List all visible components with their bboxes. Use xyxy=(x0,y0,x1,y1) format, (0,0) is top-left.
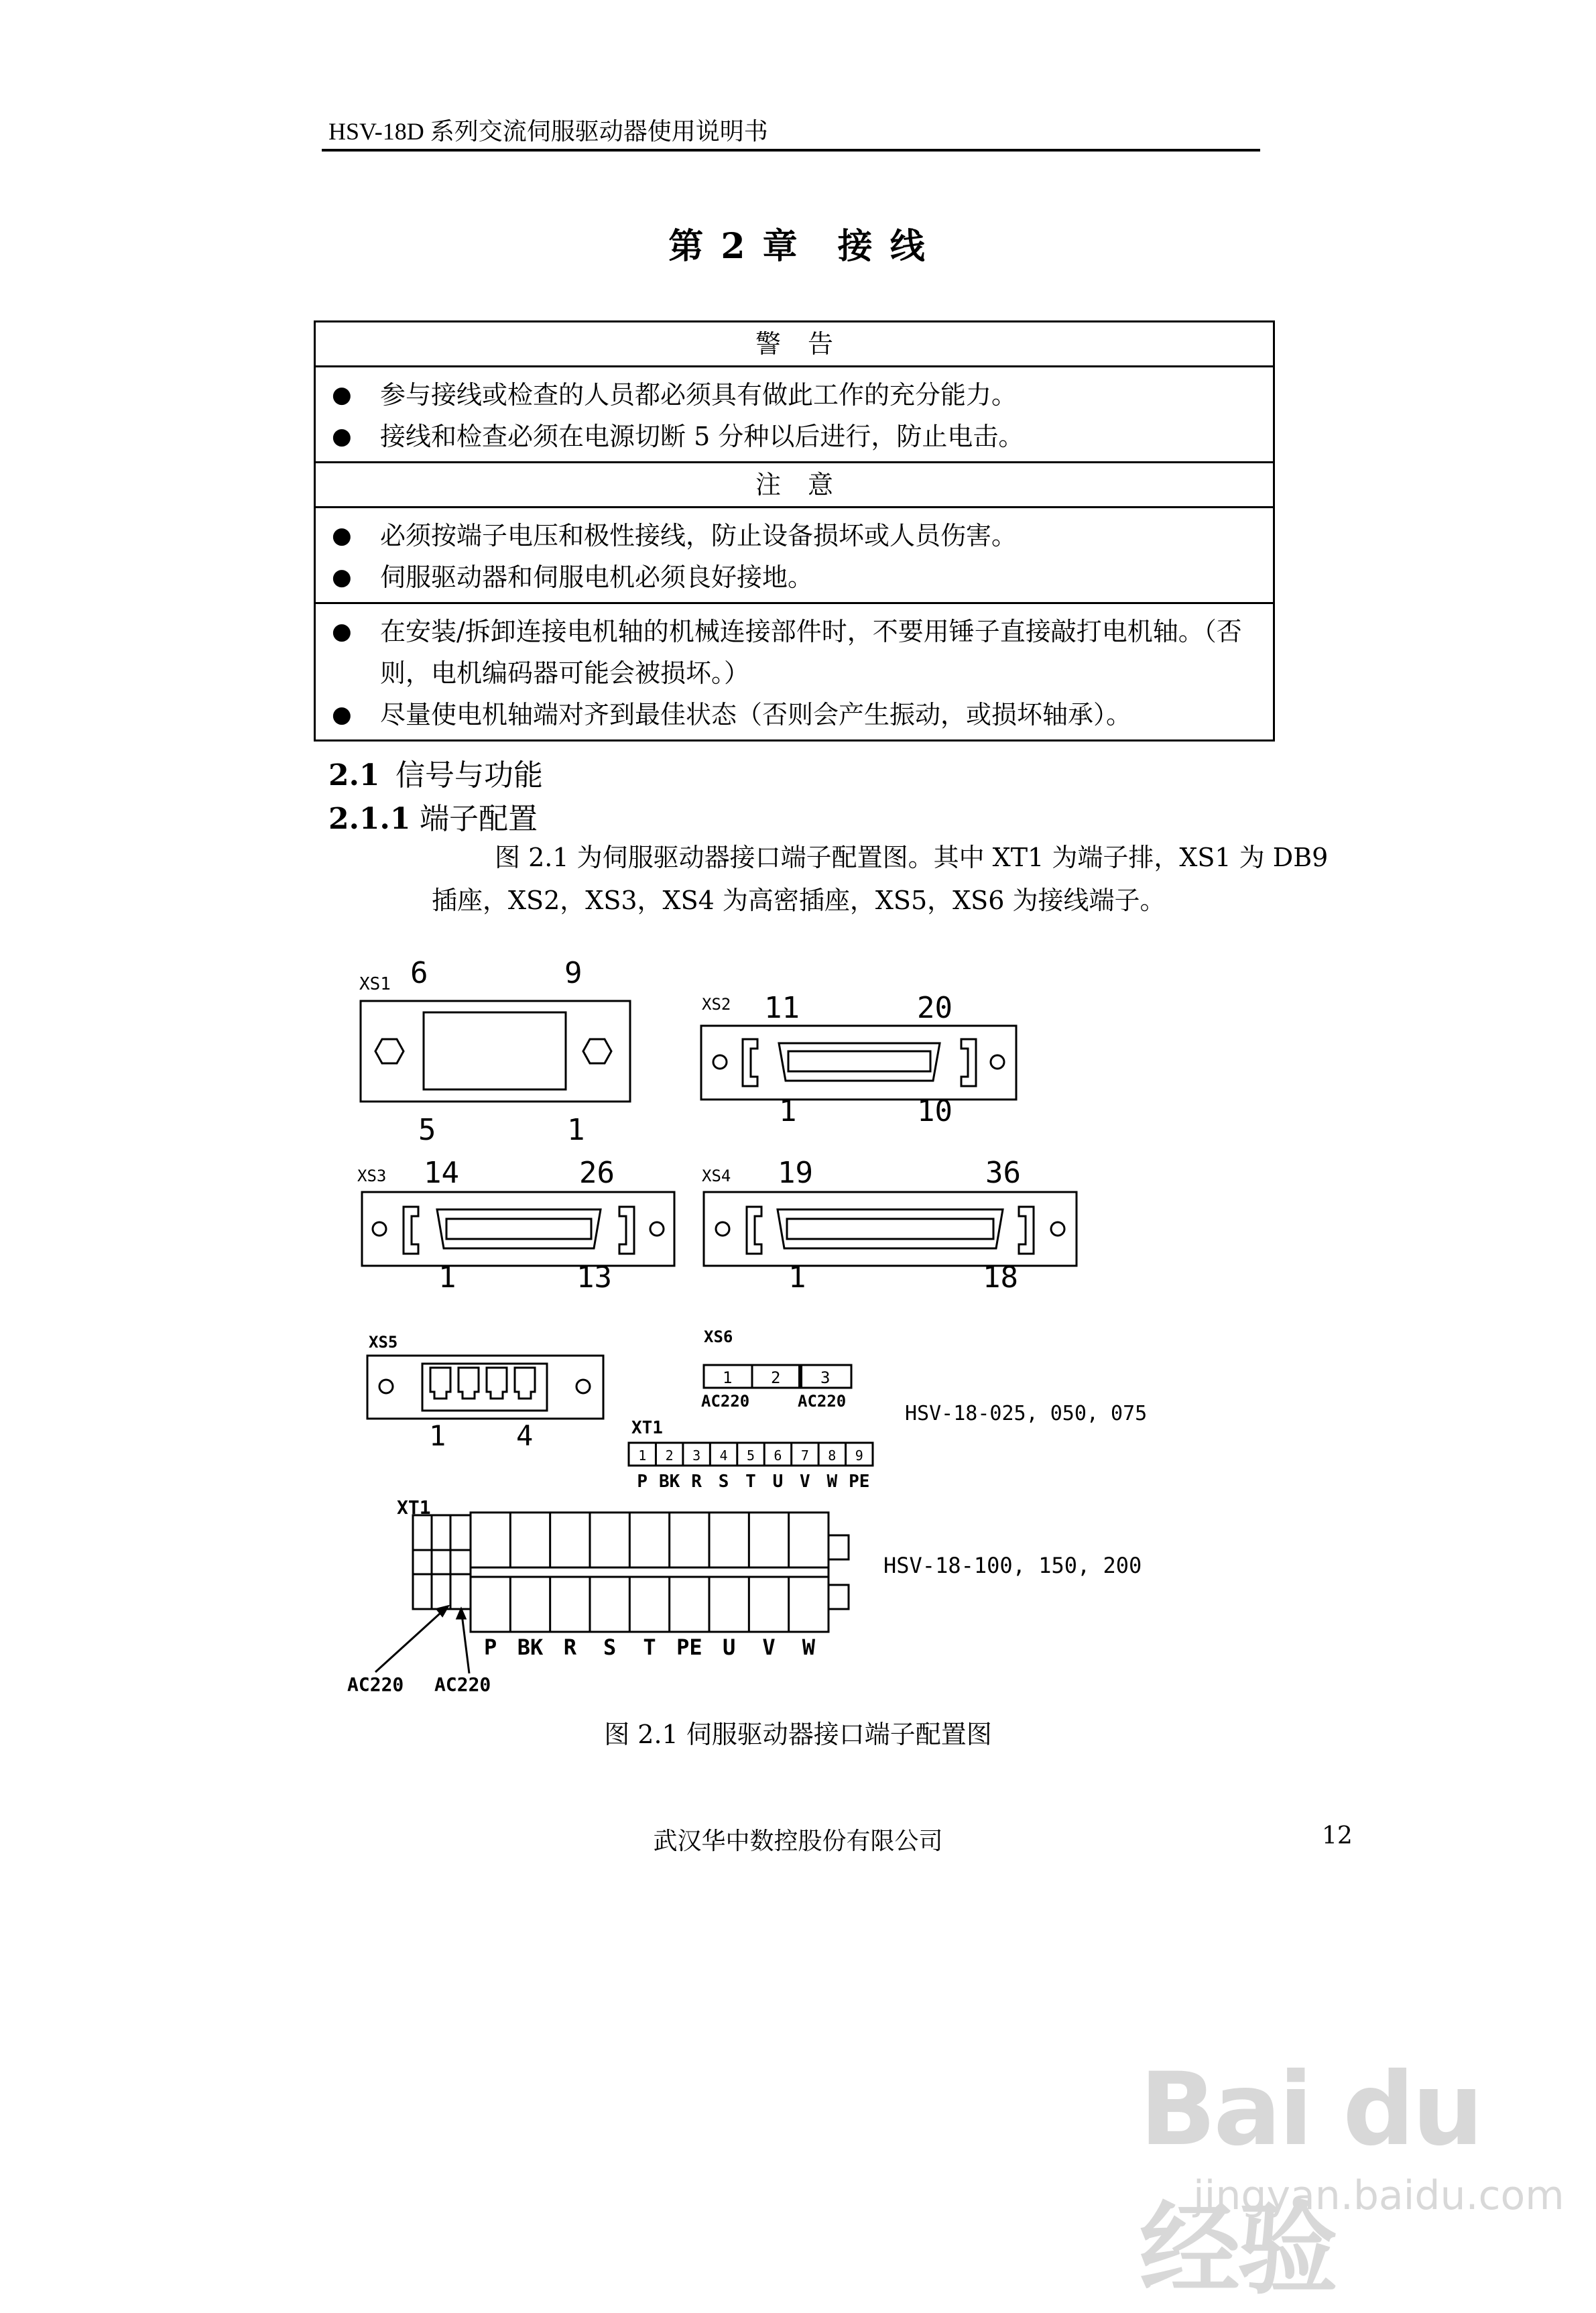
xt1-ac-block xyxy=(413,1515,471,1609)
xs1-pin-label: 5 xyxy=(418,1113,436,1147)
bullet-icon: ● xyxy=(332,381,352,408)
xs2-pin-label: 10 xyxy=(917,1094,953,1128)
xs2-pin-label: 1 xyxy=(779,1094,797,1128)
xt1-terminal-label: U xyxy=(723,1635,736,1660)
xs6-cell: 2 xyxy=(771,1368,781,1387)
xt1-terminal-label: BK xyxy=(659,1472,680,1492)
xt1-terminal-number: 7 xyxy=(800,1447,809,1464)
caution-item: ● 尽量使电机轴端对齐到最佳状态（否则会产生振动，或损坏轴承）。 xyxy=(316,694,1273,735)
xt1-large-strip xyxy=(347,1496,1142,1696)
xs4-connector xyxy=(702,1156,1077,1295)
warning-item: ● 参与接线或检查的人员都必须具有做此工作的充分能力。 xyxy=(316,374,1273,416)
mounting-hole-icon xyxy=(650,1222,664,1236)
xt1-terminal-label: P xyxy=(484,1635,497,1660)
xt1-terminal-label: V xyxy=(762,1635,776,1660)
bullet-icon: ● xyxy=(332,701,352,728)
xt1-separator xyxy=(471,1567,828,1577)
mounting-hole-icon xyxy=(991,1055,1004,1069)
xt1-label: XT1 xyxy=(397,1496,431,1519)
bullet-icon: ● xyxy=(332,423,352,450)
section-title: 信号与功能 xyxy=(395,758,543,792)
xt1-small-strip xyxy=(629,1402,1147,1492)
xs5-pin-label: 1 xyxy=(429,1419,446,1452)
xs6-cell: 1 xyxy=(723,1368,733,1387)
xt1-terminal-label: R xyxy=(691,1472,702,1492)
xs5-block xyxy=(422,1364,547,1411)
xs1-pin-label: 9 xyxy=(564,956,582,990)
subsection-title: 端子配置 xyxy=(420,802,538,836)
xt1-terminal-number: 2 xyxy=(665,1447,674,1464)
bullet-icon: ● xyxy=(332,564,352,591)
latch-icon xyxy=(961,1039,976,1086)
caution-item: ● 在安装/拆卸连接电机轴的机械连接部件时，不要用锤子直接敲打电机轴。（否则，电机编码器可能会被损坏。） xyxy=(316,611,1273,694)
xs3-pin-label: 14 xyxy=(424,1156,459,1190)
warning-heading: 警告 xyxy=(316,322,1273,367)
caution-heading: 注意 xyxy=(316,461,1273,508)
xs5-pin-label: 4 xyxy=(516,1419,534,1452)
page-number: 12 xyxy=(1322,1822,1353,1850)
xt1-terminal-label: W xyxy=(802,1635,815,1660)
xs6-cell: 3 xyxy=(820,1368,831,1387)
section-number: 2.1 xyxy=(328,758,380,792)
caution-item: ● 必须按端子电压和极性接线，防止设备损坏或人员伤害。 xyxy=(316,515,1273,556)
chapter-name: 接 线 xyxy=(837,226,928,267)
xt1-terminal-label: PE xyxy=(676,1635,702,1660)
hex-nut-icon xyxy=(375,1039,404,1063)
xs5-body xyxy=(367,1356,603,1419)
xt1-terminal-label: V xyxy=(800,1472,810,1492)
xs3-pin-label: 13 xyxy=(576,1260,612,1295)
xs3-pin-label: 1 xyxy=(438,1260,456,1295)
xt1-terminal-number: 4 xyxy=(719,1447,728,1464)
bullet-icon: ● xyxy=(332,522,352,549)
latch-icon xyxy=(747,1207,761,1254)
xs2-contacts xyxy=(788,1051,930,1071)
latch-icon xyxy=(404,1207,418,1254)
footer-company: 武汉华中数控股份有限公司 xyxy=(653,1828,943,1855)
xs4-contacts xyxy=(787,1219,993,1239)
xt1-terminal-label: S xyxy=(718,1472,729,1492)
xs2-shell xyxy=(779,1043,940,1081)
xs6-connector xyxy=(701,1327,851,1411)
chapter-prefix: 第 2 章 xyxy=(668,226,800,267)
xt1-terminal-label: S xyxy=(603,1635,617,1660)
xs2-connector xyxy=(701,991,1016,1128)
xs3-connector xyxy=(357,1156,674,1295)
xt1-terminal-number: 3 xyxy=(692,1447,701,1464)
mounting-hole-icon xyxy=(379,1380,393,1393)
latch-icon xyxy=(619,1207,634,1254)
figure-caption: 图 2.1 伺服驱动器接口端子配置图 xyxy=(604,1720,992,1749)
xt1-terminal-label: T xyxy=(745,1472,756,1492)
xs1-connector xyxy=(359,956,630,1147)
xs5-label: XS5 xyxy=(369,1333,398,1352)
watermark-logo: Bai du 经验 xyxy=(1140,2052,1481,2308)
ac220-label: AC220 xyxy=(701,1392,750,1411)
paragraph-line: 插座，XS2，XS3，XS4 为高密插座，XS5，XS6 为接线端子。 xyxy=(432,886,1166,915)
xs3-pin-label: 26 xyxy=(579,1156,615,1190)
watermark-url: jingyan.baidu.com xyxy=(1193,2172,1564,2219)
xt1-terminal-number: 1 xyxy=(638,1447,647,1464)
xs6-label: XS6 xyxy=(704,1327,733,1346)
xs5-terminals xyxy=(430,1368,535,1399)
ac220-label: AC220 xyxy=(347,1673,404,1696)
xt1-terminal-label: T xyxy=(643,1635,656,1660)
xs4-pin-label: 19 xyxy=(778,1156,813,1190)
xs2-pin-label: 20 xyxy=(917,991,953,1025)
xt1-terminal-number: 9 xyxy=(855,1447,863,1464)
hex-nut-icon xyxy=(583,1039,611,1063)
xs1-pin-label: 6 xyxy=(410,956,428,990)
subsection-number: 2.1.1 xyxy=(328,802,411,836)
xs4-pin-label: 36 xyxy=(985,1156,1021,1190)
xs1-label: XS1 xyxy=(359,974,391,994)
mounting-hole-icon xyxy=(373,1222,386,1236)
xs4-pin-label: 18 xyxy=(983,1260,1018,1295)
mounting-hole-icon xyxy=(716,1222,729,1236)
xt1-terminal-label: P xyxy=(637,1472,648,1492)
xs2-pin-label: 11 xyxy=(764,991,800,1025)
model-label: HSV-18-025, 050, 075 xyxy=(905,1402,1148,1425)
model-label: HSV-18-100, 150, 200 xyxy=(883,1553,1142,1578)
xt1-terminal-number: 5 xyxy=(746,1447,755,1464)
xs2-label: XS2 xyxy=(702,995,731,1014)
xt1-terminal-number: 8 xyxy=(828,1447,837,1464)
mounting-hole-icon xyxy=(576,1380,590,1393)
xt1-terminal-label: PE xyxy=(849,1472,870,1492)
warning-item: ● 接线和检查必须在电源切断 5 分种以后进行，防止电击。 xyxy=(316,416,1273,457)
leader-line xyxy=(375,1606,448,1672)
xs1-body xyxy=(361,1001,630,1102)
xs5-connector xyxy=(367,1333,603,1452)
xs3-shell xyxy=(437,1209,601,1248)
xt1-label: XT1 xyxy=(631,1418,663,1438)
mounting-hole-icon xyxy=(1051,1222,1064,1236)
xs3-label: XS3 xyxy=(357,1167,387,1185)
arrow-icon xyxy=(457,1609,465,1618)
xs1-socket xyxy=(424,1012,566,1089)
xt1-terminal-label: BK xyxy=(517,1635,544,1660)
xs4-label: XS4 xyxy=(702,1167,731,1185)
latch-icon xyxy=(743,1039,757,1086)
xt1-upper-row xyxy=(471,1513,828,1567)
mounting-hole-icon xyxy=(713,1055,727,1069)
ac220-label: AC220 xyxy=(798,1392,847,1411)
caution-item: ● 伺服驱动器和伺服电机必须良好接地。 xyxy=(316,556,1273,598)
latch-icon xyxy=(1019,1207,1034,1254)
xt1-terminal-number: 6 xyxy=(774,1447,782,1464)
xs3-contacts xyxy=(446,1219,591,1239)
xt1-terminal-label: W xyxy=(826,1472,838,1492)
xs4-shell xyxy=(778,1209,1003,1248)
bullet-icon: ● xyxy=(332,618,352,645)
paragraph-line: 图 2.1 为伺服驱动器接口端子配置图。其中 XT1 为端子排，XS1 为 DB9 xyxy=(495,843,1329,872)
xs1-pin-label: 1 xyxy=(567,1113,585,1147)
xt1-terminal-label: R xyxy=(563,1635,576,1660)
xs4-pin-label: 1 xyxy=(788,1260,806,1295)
xt1-terminal-label: U xyxy=(772,1472,784,1492)
xt1-lower-row xyxy=(471,1577,828,1632)
ac220-label: AC220 xyxy=(434,1673,491,1696)
running-header: HSV-18D 系列交流伺服驱动器使用说明书 xyxy=(328,118,768,145)
